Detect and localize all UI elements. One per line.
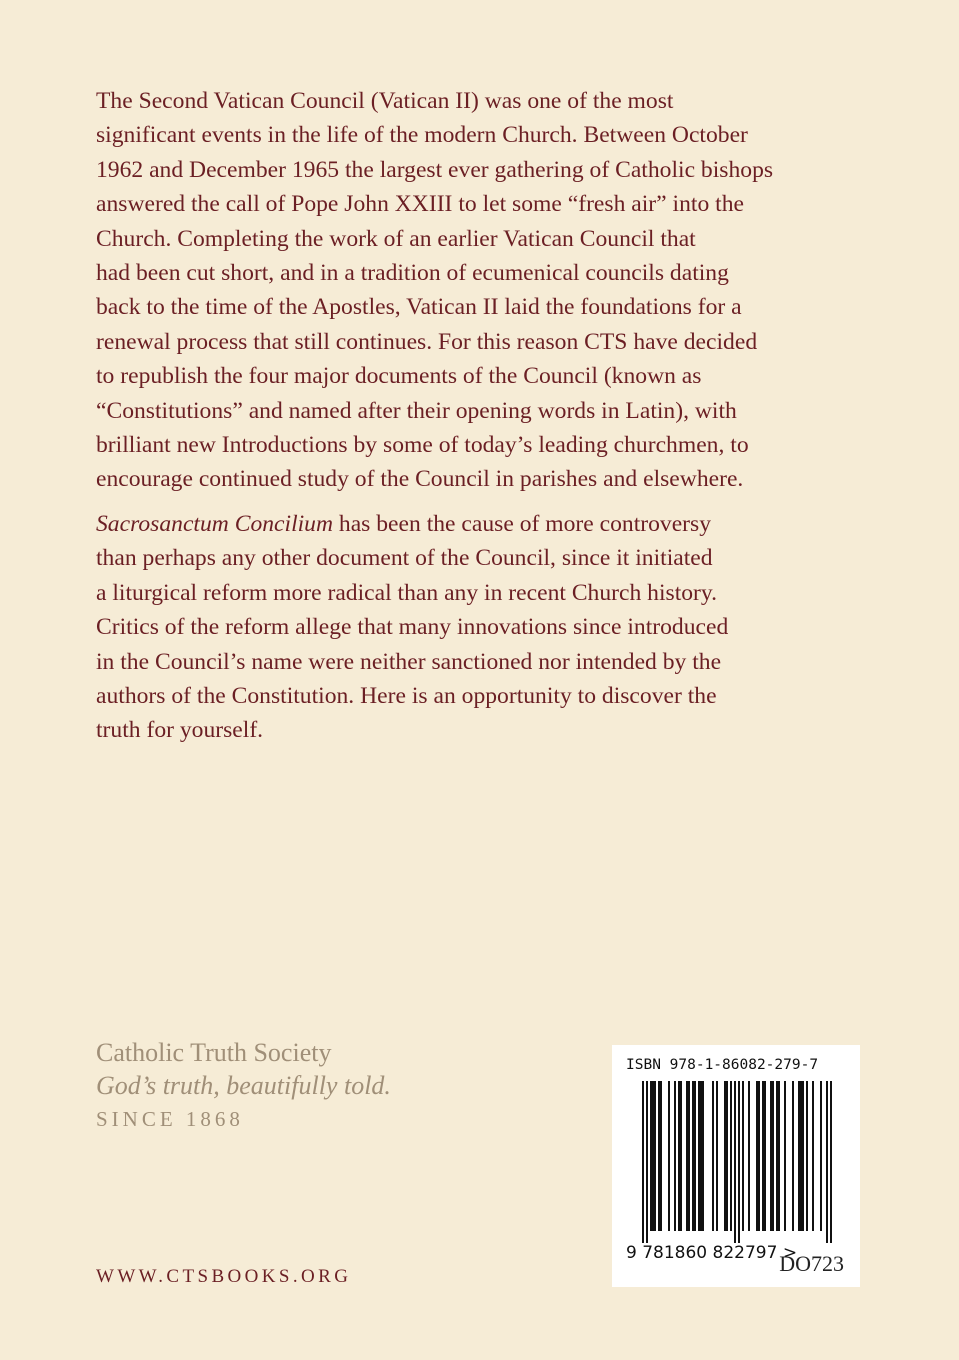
barcode-bar [812, 1081, 814, 1231]
barcode-bar [654, 1081, 656, 1231]
blurb-line: renewal process that still continues. For this reason CTS have decided [96, 328, 758, 355]
barcode-bar [756, 1081, 758, 1231]
barcode-bar [802, 1081, 804, 1231]
publisher-brand [96, 1036, 391, 1136]
barcode-bar [770, 1081, 772, 1231]
barcode-bar [762, 1081, 764, 1231]
barcode-bar [778, 1081, 780, 1231]
barcode-bar [688, 1081, 690, 1231]
isbn-label: ISBN 978-1-86082-279-7 [626, 1057, 819, 1073]
blurb-line: encourage continued study of the Council in parishes and elsewhere. [96, 466, 744, 493]
barcode-bar [646, 1081, 648, 1243]
barcode-bar [694, 1081, 696, 1231]
website-url[interactable]: WWW.CTSBOOKS.ORG [96, 1266, 352, 1287]
blurb-line-text: has been the cause of more controversy [333, 510, 712, 537]
barcode-bar [692, 1081, 694, 1231]
blurb-line: truth for yourself. [96, 717, 264, 744]
barcode-bar [798, 1081, 800, 1231]
barcode-bar [650, 1081, 652, 1231]
back-cover-blurb [96, 84, 876, 758]
blurb-paragraph-2 [96, 507, 876, 748]
blurb-line: brilliant new Introductions by some of today’s leading churchmen, to [96, 432, 749, 459]
blurb-line: 1962 and December 1965 the largest ever gathering of Catholic bishops [96, 156, 774, 183]
barcode-bar [712, 1081, 714, 1231]
barcode-bar [734, 1081, 736, 1243]
barcode-bar [772, 1081, 774, 1231]
barcode-bar [758, 1081, 760, 1231]
publisher-name: Catholic Truth Society [96, 1038, 332, 1067]
blurb-line: back to the time of the Apostles, Vatican II laid the foundations for a [96, 294, 742, 321]
blurb-line: than perhaps any other document of the Council, since it initiated [96, 545, 713, 572]
barcode-bar [742, 1081, 744, 1231]
barcode-bar [674, 1081, 676, 1231]
barcode-bar [830, 1081, 832, 1243]
barcode-bar [776, 1081, 778, 1231]
blurb-line: answered the call of Pope John XXIII to let some “fresh air” into the [96, 191, 744, 218]
barcode-bar [792, 1081, 794, 1231]
blurb-line [96, 507, 876, 541]
barcode-bar [820, 1081, 822, 1231]
document-title: Sacrosanctum Concilium [96, 510, 334, 537]
barcode-bar [660, 1081, 662, 1231]
barcode-bar [700, 1081, 702, 1231]
blurb-line: to republish the four major documents of the Council (known as [96, 363, 702, 390]
barcode-bar [738, 1081, 740, 1243]
blurb-line: Church. Completing the work of an earlier Vatican Council that [96, 225, 696, 252]
blurb-line: a liturgical reform more radical than any in recent Church history. [96, 579, 718, 606]
barcode-panel [612, 1045, 860, 1287]
barcode-bar [726, 1081, 728, 1231]
barcode-bar [652, 1081, 654, 1231]
blurb-line: Critics of the reform allege that many innovations since introduced [96, 614, 729, 641]
barcode-bar [784, 1081, 786, 1231]
barcode-bar [826, 1081, 828, 1243]
barcode-bar [764, 1081, 766, 1231]
publisher-tagline: God’s truth, beautifully told. [96, 1071, 391, 1100]
blurb-line: had been cut short, and in a tradition of ecumenical councils dating [96, 260, 729, 287]
blurb-line: The Second Vatican Council (Vatican II) was one of the most [96, 88, 674, 114]
barcode-bar [806, 1081, 808, 1231]
barcode-bar [680, 1081, 682, 1231]
publisher-since: SINCE 1868 [96, 1107, 244, 1131]
barcode-bar [724, 1081, 726, 1231]
blurb-line: “Constitutions” and named after their opening words in Latin), with [96, 397, 737, 424]
barcode-bar [800, 1081, 802, 1231]
product-code: DO723 [779, 1251, 844, 1276]
barcode-bar [686, 1081, 688, 1231]
blurb-line: in the Council’s name were neither sanctioned nor intended by the [96, 648, 722, 675]
blurb-paragraph-1 [96, 84, 876, 497]
blurb-line: significant events in the life of the modern Church. Between October [96, 122, 748, 149]
barcode-bar [748, 1081, 750, 1231]
barcode-image [626, 1081, 846, 1243]
barcode-bar [698, 1081, 700, 1231]
barcode-bar [642, 1081, 644, 1243]
barcode-bar [668, 1081, 670, 1231]
barcode-bar [658, 1081, 660, 1231]
barcode-bar [730, 1081, 732, 1231]
barcode-digits: 9 781860 822797 > [626, 1243, 798, 1263]
barcode-bar [716, 1081, 718, 1231]
barcode-bar [678, 1081, 680, 1231]
blurb-line: authors of the Constitution. Here is an opportunity to discover the [96, 682, 717, 709]
barcode-bar [702, 1081, 704, 1231]
